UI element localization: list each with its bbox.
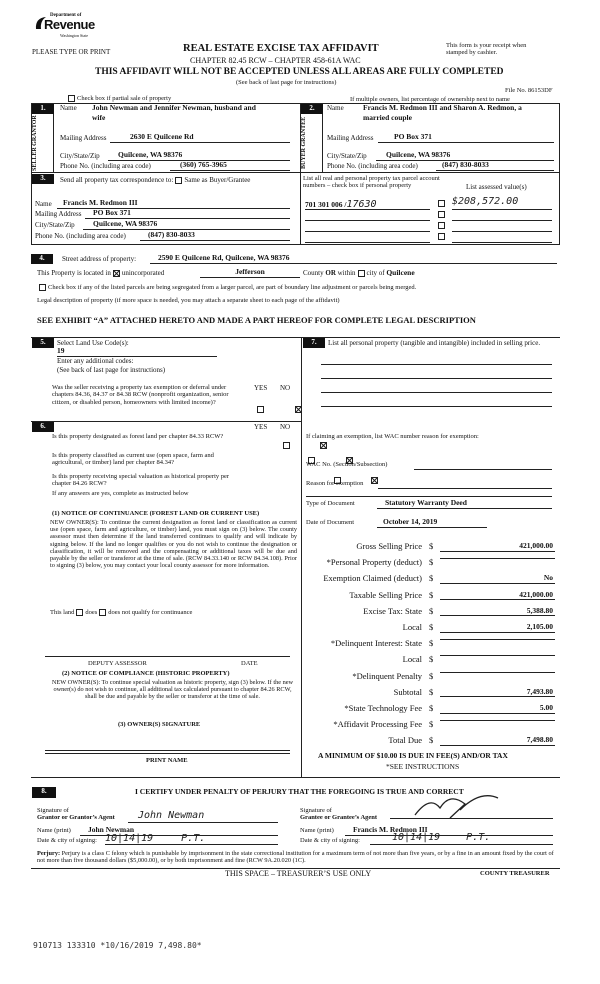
tax-corr-send-label: Send all property tax correspondence to: [60, 176, 174, 184]
calc-value: 2,105.00 [440, 623, 555, 633]
tax-corr-phone: (847) 830-8033 [140, 231, 290, 241]
partial-sale-check[interactable] [66, 95, 171, 102]
does-not-label: does not qualify for continuance [108, 609, 193, 616]
grantee-sig-label-1: Signature of [300, 807, 332, 814]
calc-value: 5,388.80 [440, 607, 555, 617]
seller-phone-label: Phone No. (including area code) [60, 162, 151, 170]
within-city-checkbox[interactable] [358, 270, 365, 277]
street-label: Street address of property: [62, 255, 137, 263]
notice-compliance-title: (2) NOTICE OF COMPLIANCE (HISTORIC PROPERTY) [62, 670, 230, 677]
calc-value [440, 672, 555, 673]
location-section-number: 4. [31, 254, 53, 264]
grantor-date-city [105, 833, 278, 845]
calc-currency: $ [429, 670, 434, 681]
calc-currency: $ [429, 719, 434, 730]
segregated-checkbox[interactable] [39, 284, 46, 291]
unincorporated-label: unincorporated [121, 269, 165, 277]
sec6-number: 6. [32, 422, 54, 432]
calc-row [302, 736, 560, 750]
grantor-signature: John Newman [128, 810, 278, 823]
exhibit-a-text: SEE EXHIBIT “A” ATTACHED HERETO AND MADE A PART HEREOF FOR COMPLETE LEGAL DESCRIPTION [37, 315, 476, 325]
perjury-label: Perjury: [37, 850, 61, 857]
type-or-print: PLEASE TYPE OR PRINT [32, 48, 111, 56]
wac-header: If claiming an exemption, list WAC number reason for exemption: [306, 433, 479, 440]
buyer-address: PO Box 371 [378, 133, 554, 143]
calc-currency: $ [429, 557, 434, 568]
parcel-number-handwritten: 17630 [346, 199, 377, 210]
calc-currency: $ [429, 573, 434, 584]
historic-question: Is this property receiving special valuation as historical property per chapter 84.26 RCW? [52, 473, 230, 488]
reason-label: Reason for exemption [306, 480, 364, 487]
document-type-label: Type of Document [306, 500, 355, 507]
qualifies-checkbox[interactable] [76, 609, 83, 616]
buyer-city: Quilcene, WA 98376 [376, 151, 554, 161]
sec6-yes-header: YES [254, 423, 268, 431]
tax-corr-city-label: City/State/Zip [35, 221, 75, 229]
historic-no-checkbox[interactable] [371, 477, 378, 484]
land-use-code: 19 [57, 347, 217, 357]
partial-sale-label: Check box if partial sale of property [77, 95, 172, 102]
buyer-name: Francis M. Redmon III and Sharon A. Redmon, a [363, 103, 522, 112]
located-label: This Property is located in [37, 269, 111, 277]
same-as-buyer-label: Same as Buyer/Grantee [184, 176, 251, 184]
calc-value [440, 720, 555, 721]
or-label: OR [325, 269, 336, 277]
perjury-text: Perjury is a class C felony which is punishable by imprisonment in the state correctional institution for a maximum term of not more than five years, or by a fine in an amount fixed by the court of not more than five thousand dollars ($5,000.00), or by both imprisonment and fine (RCW 9A.20.020 (1C). [37, 850, 554, 865]
tax-corr-phone-label: Phone No. (including area code) [35, 232, 126, 240]
exemption-yes-checkbox[interactable] [257, 406, 264, 413]
parcel-4-personal-checkbox[interactable] [438, 233, 445, 240]
calc-label: Gross Selling Price [356, 541, 422, 551]
seller-side-label: SELLER GRANTOR [32, 115, 38, 171]
city-name: Quilcene [386, 268, 415, 277]
see-back-note: (See back of last page for instructions) [236, 79, 337, 86]
parcel-lines [305, 209, 430, 242]
calc-label: Subtotal [393, 686, 422, 697]
certify-text: I CERTIFY UNDER PENALTY OF PERJURY THAT THE FOREGOING IS TRUE AND CORRECT [135, 787, 464, 796]
notice-continuance-title: (1) NOTICE OF CONTINUANCE (FOREST LAND OR CURRENT USE) [52, 510, 260, 517]
grantee-date: 10|14|19 [392, 832, 441, 843]
calc-currency: $ [429, 686, 434, 697]
buyer-phone-label: Phone No. (including area code) [327, 162, 418, 170]
grantor-city: P.T. [181, 833, 206, 844]
calc-value [440, 655, 555, 656]
grantee-date-city [370, 832, 553, 845]
calc-row [302, 607, 560, 621]
calc-label: Local [402, 654, 422, 665]
calc-label: *Delinquent Interest: State [330, 638, 422, 649]
see-instructions-note: *SEE INSTRUCTIONS [386, 762, 460, 771]
buyer-address-label: Mailing Address [327, 134, 374, 142]
exemption-question: Was the seller receiving a property tax exemption or deferral under chapters 84.36, 84.37 or 84.38 RCW (nonprofit organization, senior citizen, or disabled person, homeowners with limited income)? [52, 384, 229, 406]
tax-corr-address: PO Box 371 [85, 209, 290, 219]
calc-label: *Delinquent Penalty [352, 670, 422, 681]
calc-currency: $ [429, 622, 434, 632]
personal-property-checkboxes[interactable] [436, 200, 446, 240]
grantor-date-label: Date & city of signing: [37, 837, 97, 844]
calc-currency: $ [429, 735, 434, 746]
unincorporated-checkbox[interactable] [113, 270, 120, 277]
sec8-number: 8. [32, 787, 56, 798]
parcel-3-personal-checkbox[interactable] [438, 222, 445, 229]
tax-corr-name-label: Name [35, 200, 52, 208]
land-use-label: Select Land Use Code(s): [57, 339, 129, 347]
tax-corr-section-number: 3. [32, 174, 54, 184]
assessed-lines [452, 209, 552, 242]
partial-sale-checkbox[interactable] [68, 95, 75, 102]
segregated-row [37, 284, 416, 291]
perjury-note [37, 850, 557, 864]
grantor-date: 10|14|19 [105, 833, 154, 844]
multiple-owners-note: If multiple owners, list percentage of ownership next to name [350, 96, 510, 103]
calc-row [302, 574, 560, 588]
grantee-city: P.T. [466, 832, 491, 843]
calc-label: Taxable Selling Price [349, 589, 422, 600]
calc-value: 7,498.80 [440, 736, 555, 746]
this-land-label: This land [50, 609, 75, 616]
buyer-phone: (847) 830-8033 [436, 161, 554, 171]
calc-value: 5.00 [440, 704, 555, 714]
calc-row [302, 542, 560, 556]
calc-label: Exemption Claimed (deduct) [323, 573, 422, 584]
seller-section-number: 1. [32, 104, 54, 114]
grantee-name: Francis M. Redmon III [345, 826, 553, 836]
does-label: does [85, 609, 98, 616]
calc-row [302, 672, 560, 686]
treasurer-space: THIS SPACE – TREASURER’S USE ONLY [225, 869, 372, 878]
calc-currency: $ [429, 589, 434, 600]
calc-label: *Affidavit Processing Fee [333, 719, 422, 730]
not-qualifies-checkbox[interactable] [99, 609, 106, 616]
calc-row [302, 558, 560, 572]
deputy-date-label: DATE [241, 660, 258, 667]
forest-no-checkbox[interactable] [320, 442, 327, 449]
calc-label: Total Due [388, 735, 422, 746]
calc-value [440, 639, 555, 640]
seller-address: 2630 E Quilcene Rd [110, 133, 290, 143]
county-treasurer: COUNTY TREASURER [480, 870, 550, 877]
deputy-assessor-label: DEPUTY ASSESSOR [88, 660, 147, 667]
street-address: 2590 E Quilcene Rd, Quilcene, WA 98376 [150, 254, 557, 264]
additional-codes-label: Enter any additional codes: [57, 357, 134, 365]
buyer-city-label: City/State/Zip [327, 152, 367, 160]
document-date: October 14, 2019 [377, 518, 487, 528]
calc-row [302, 639, 560, 653]
calc-row [302, 623, 560, 637]
if-yes-instructions: If any answers are yes, complete as instructed below [52, 490, 189, 497]
same-as-buyer-checkbox[interactable] [175, 177, 182, 184]
seller-address-label: Mailing Address [60, 134, 107, 142]
assessed-value-handwritten: $208,572.00 [452, 196, 519, 207]
seller-name-2: wife [92, 113, 106, 122]
calc-currency: $ [429, 541, 434, 551]
buyer-name-label: Name [327, 104, 344, 112]
treasurer-stamp: 910713 133310 *10/16/2019 7,498.80* [33, 941, 202, 950]
exemption-no-checkbox[interactable] [295, 406, 302, 413]
notice-compliance-body: NEW OWNER(S): To continue special valuation as historic property, sign (3) below. If the new owner(s) do not wish to continue, all additional tax calculated pursuant to chapter 84.26 RCW, shall be due and payable by the seller or transferor at the time of sale. [51, 679, 294, 701]
grantee-signature-scribble [410, 790, 500, 820]
buyer-section-number: 2. [301, 104, 323, 114]
owner-signature-label: (3) OWNER(S) SIGNATURE [118, 721, 201, 728]
parcel-2-personal-checkbox[interactable] [438, 211, 445, 218]
document-date-label: Date of Document [306, 519, 355, 526]
seller-name: John Newman and Jennifer Newman, husband and [92, 103, 256, 112]
calc-value: No [440, 574, 555, 584]
qualify-row [50, 609, 192, 616]
wac-label: WAC No. (Section/Subsection) [306, 461, 388, 468]
parcel-header: List all real and personal property tax parcel account numbers – check box if personal property [303, 175, 440, 190]
file-number: File No. 86153DF [505, 87, 553, 94]
land-use-no-header: NO [280, 384, 291, 392]
grantor-name-label: Name (print) [37, 827, 71, 834]
calc-currency: $ [429, 654, 434, 665]
calc-value [440, 558, 555, 559]
dor-logo-sub: Washington State [60, 33, 89, 38]
seller-city: Quilcene, WA 98376 [108, 151, 290, 161]
calc-row [302, 655, 560, 669]
minimum-fee-note: A MINIMUM OF $10.00 IS DUE IN FEE(S) AND/OR TAX [318, 751, 508, 760]
warning-text: THIS AFFIDAVIT WILL NOT BE ACCEPTED UNLESS ALL AREAS ARE FULLY COMPLETED [95, 67, 504, 77]
calc-row [302, 591, 560, 605]
form-chapter: CHAPTER 82.45 RCW – CHAPTER 458-61A WAC [190, 56, 361, 65]
calc-currency: $ [429, 703, 434, 713]
land-use-yes-header: YES [254, 384, 268, 392]
calc-label: *State Technology Fee [344, 703, 422, 713]
grantor-sig-label-2: Grantor or Grantor’s Agent [37, 814, 115, 822]
grantor-sig-label [37, 807, 115, 822]
receipt-note: This form is your receipt when stamped by cashier. [446, 42, 527, 57]
grantee-date-label: Date & city of signing: [300, 837, 360, 844]
county-name: Jefferson [200, 268, 300, 278]
tax-corr-address-label: Mailing Address [35, 210, 82, 218]
tax-corr-name: Francis M. Redmon III [57, 199, 290, 209]
segregated-label: Check box if any of the listed parcels are being segregated from a larger parcel, are part of boundary line adjustment or parcels being merged. [48, 284, 417, 291]
calc-row [302, 720, 560, 734]
personal-property-lines [321, 364, 552, 408]
calc-currency: $ [429, 638, 434, 649]
parcel-number-text: 701 301 006 / [305, 200, 347, 209]
document-type: Statutory Warranty Deed [377, 499, 552, 509]
buyer-name-2: married couple [363, 113, 412, 122]
calc-label: *Personal Property (deduct) [326, 557, 422, 568]
seller-city-label: City/State/Zip [60, 152, 100, 160]
city-of-label: city of [366, 269, 385, 277]
personal-property-label: List all personal property (tangible and intangible) included in selling price. [328, 339, 541, 347]
grantor-sig-label-1: Signature of [37, 807, 69, 814]
parcel-1-personal-checkbox[interactable] [438, 200, 445, 207]
legal-desc-note: Legal description of property (if more space is needed, you may attach a separate sheet to each page of the affidavit) [37, 297, 340, 304]
county-or-within [303, 269, 415, 278]
county-label: County [303, 269, 324, 277]
dor-logo [34, 13, 98, 43]
dor-logo-top: Department of [50, 13, 82, 18]
grantee-sig-label [300, 807, 377, 822]
within-label: within [337, 269, 356, 277]
assessed-header: List assessed value(s) [466, 183, 527, 191]
notice-continuance-body: NEW OWNER(S): To continue the current designation as forest land or classification as current use (open space, farm and agriculture, or timber) land, you must sign on (3) below. The county assessor must then determine if the land transferred continues to qualify and will indicate by signing below. If the land no longer qualifies or you do not wish to continue the designation or classification, it will be removed and the compensating or additional taxes will be due and payable by the seller or transferor at the time of sale. (RCW 84.33.140 or RCW 84.34.108). Prior to signing (3) below, you may contact your local county assessor for more information. [50, 519, 297, 570]
sec6-no-header: NO [280, 423, 291, 431]
seller-name-label: Name [60, 104, 77, 112]
forest-land-question: Is this property designated as forest land per chapter 84.33 RCW? [52, 433, 224, 440]
form-title: REAL ESTATE EXCISE TAX AFFIDAVIT [183, 43, 379, 54]
grantee-name-label: Name (print) [300, 827, 334, 834]
calc-value: 7,493.80 [440, 688, 555, 698]
dor-logo-word: Revenue [44, 17, 95, 32]
calc-value: 421,000.00 [440, 542, 555, 552]
calc-row [302, 704, 560, 718]
calc-currency: $ [429, 605, 434, 616]
forest-yes-checkbox[interactable] [283, 442, 290, 449]
land-use-see-back: (See back of last page for instructions) [57, 366, 166, 374]
calc-label: Excise Tax: State [363, 605, 422, 616]
print-name-label: PRINT NAME [146, 757, 188, 764]
current-use-question: Is this property classified as current use (open space, farm and agricultural, or timber) land per chapter 84.34? [52, 452, 214, 467]
calc-row [302, 688, 560, 702]
land-use-section-number: 5. [32, 338, 54, 348]
tax-corr-send-row [60, 176, 250, 184]
tax-corr-city: Quilcene, WA 98376 [83, 220, 290, 230]
buyer-side-label: BUYER GRANTEE [301, 116, 307, 170]
sec7-number: 7. [303, 338, 325, 348]
seller-phone: (360) 765-3965 [170, 161, 290, 171]
grantee-sig-label-2: Grantee or Grantee’s Agent [300, 814, 378, 822]
grantor-name: John Newman [80, 826, 278, 836]
calc-value: 421,000.00 [440, 591, 555, 601]
calc-label: Local [402, 622, 422, 632]
